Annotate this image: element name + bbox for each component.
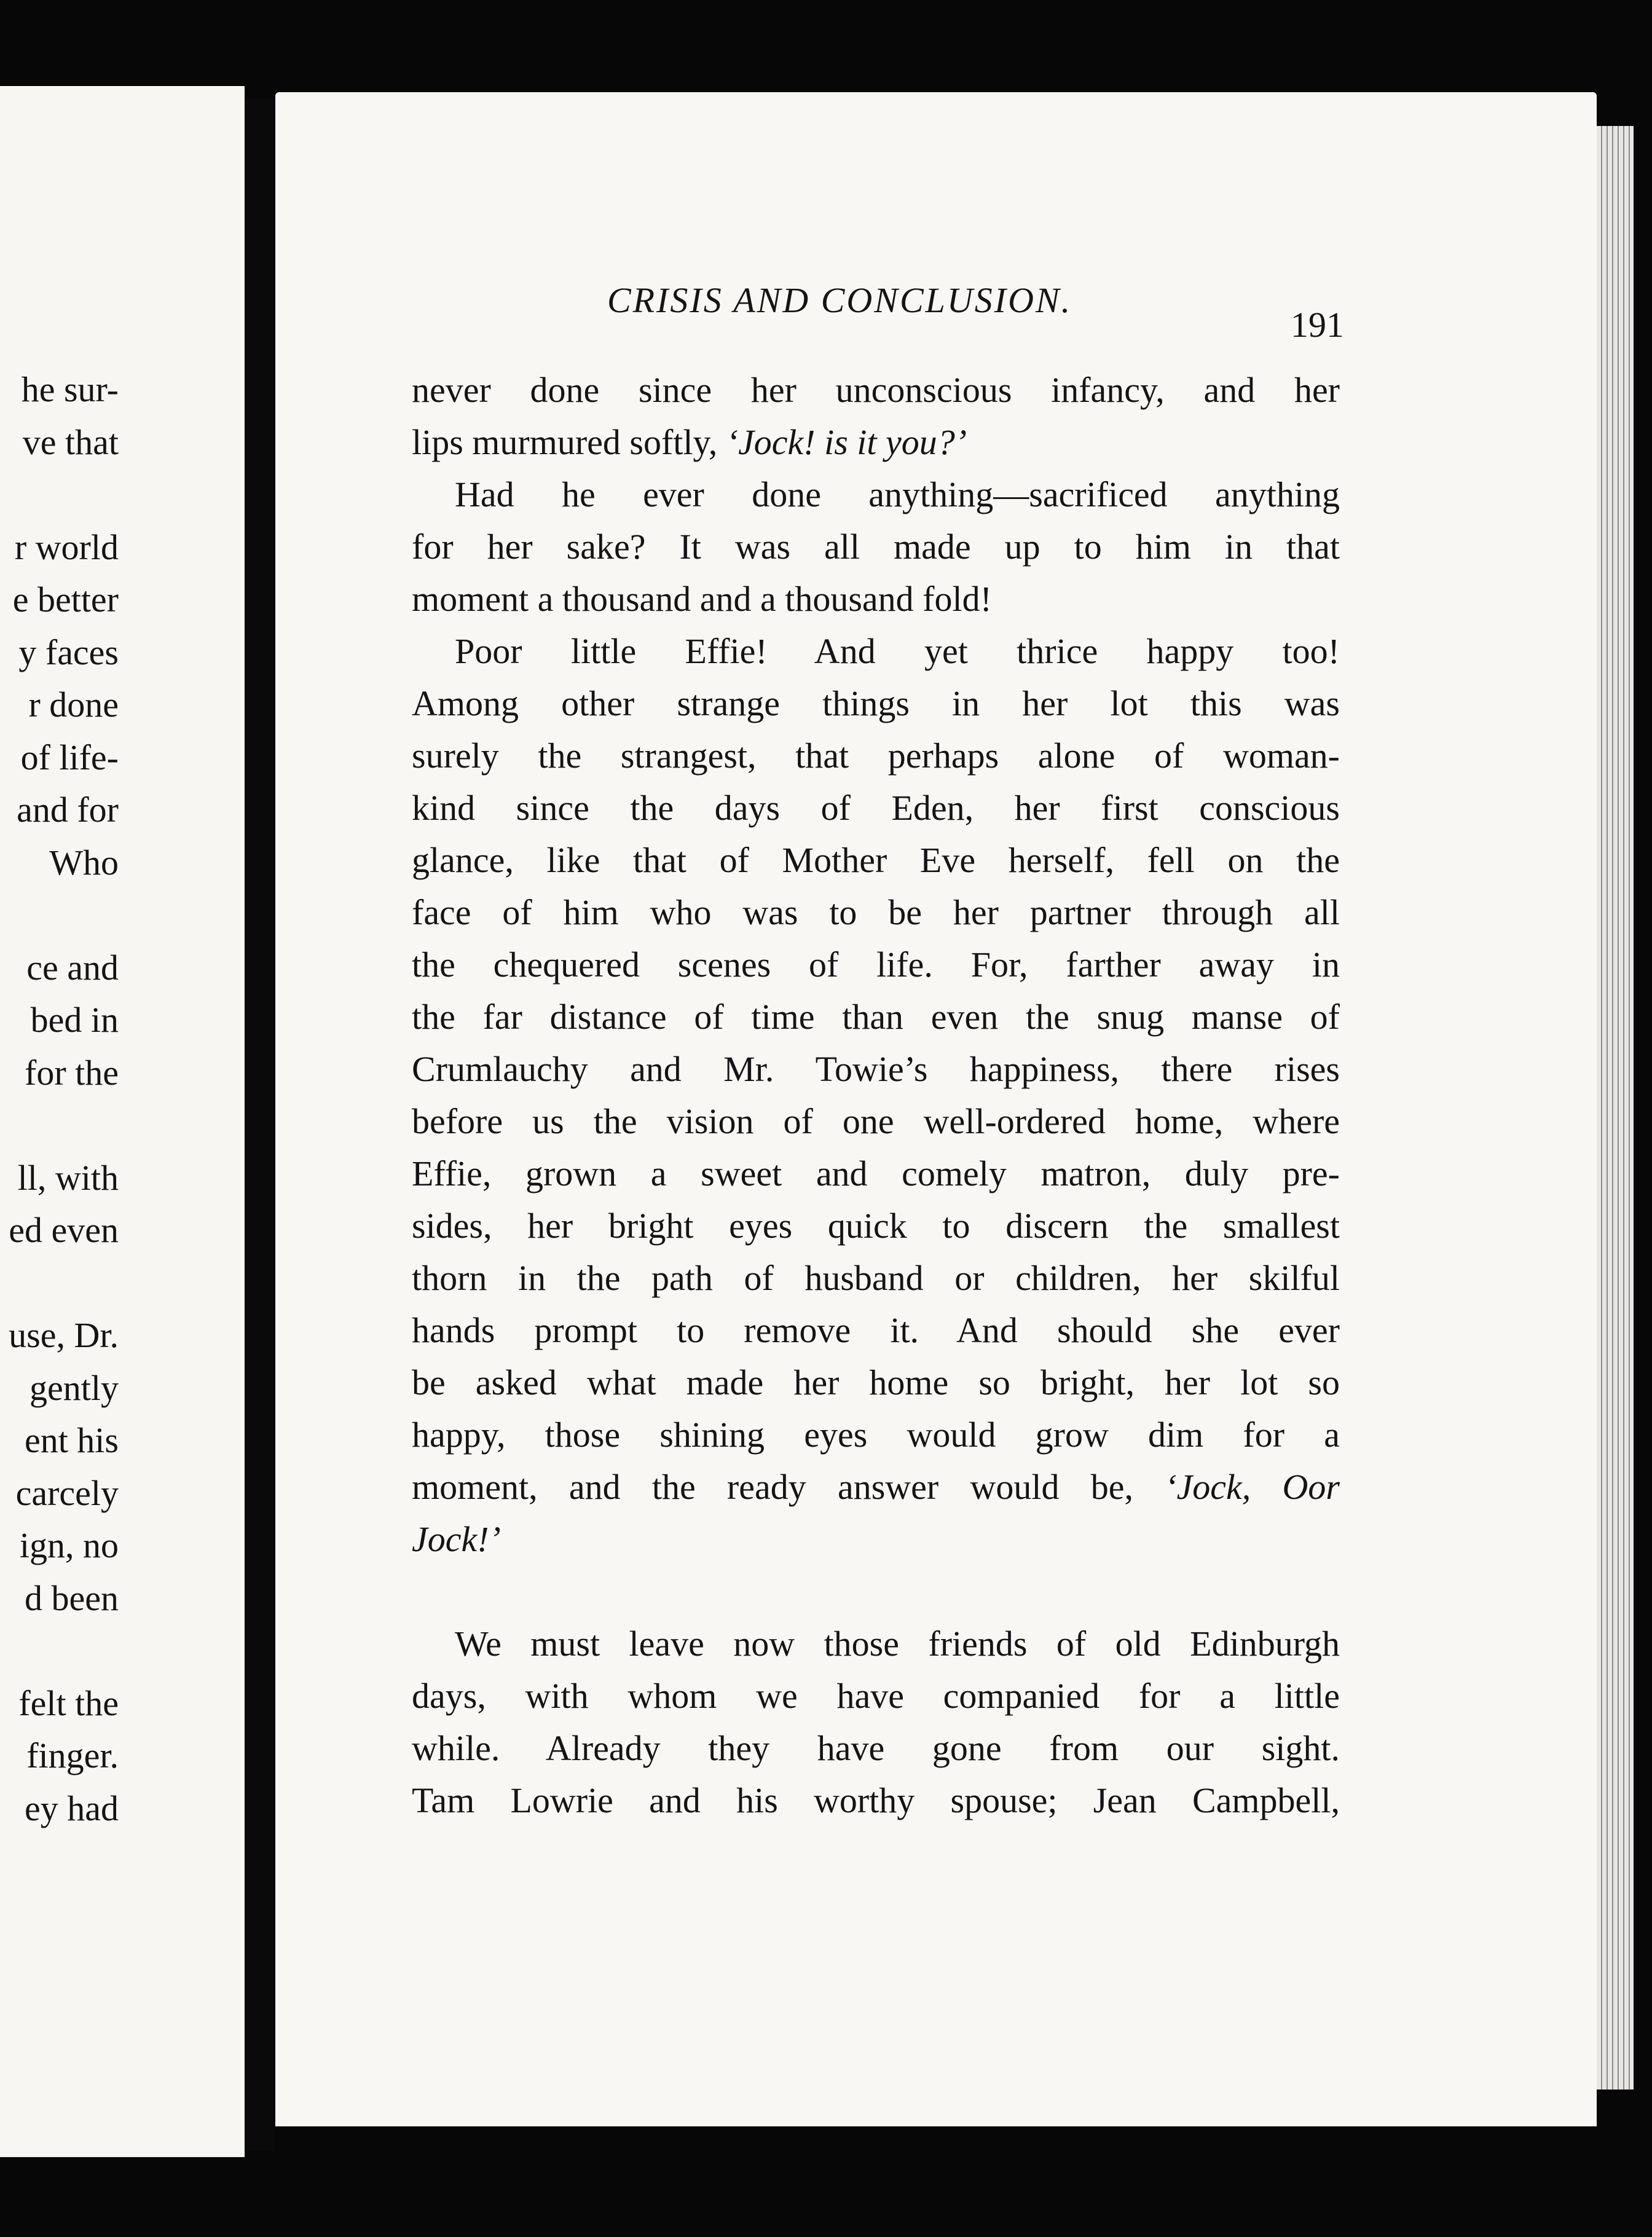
left-page-fragment: Who [49, 842, 119, 883]
left-page-fragment: carcely [15, 1472, 119, 1513]
text-line: Effie, grown a sweet and comely matron, duly pre- [412, 1154, 1340, 1193]
text-line: the far distance of time than even the snug manse of [412, 997, 1340, 1037]
page-number: 191 [1291, 305, 1344, 345]
left-page-fragment: e better [12, 580, 119, 619]
text-line: thorn in the path of husband or children, her skilful [412, 1258, 1340, 1298]
text-line: moment a thousand and a thousand fold! [412, 579, 992, 619]
text-line: be asked what made her home so bright, her lot so [412, 1362, 1340, 1402]
left-page [0, 86, 245, 2157]
text-line: before us the vision of one well-ordered home, where [412, 1101, 1340, 1141]
left-page-fragment: finger. [26, 1736, 119, 1775]
text-line: never done since her unconscious infancy, and her [412, 370, 1340, 410]
left-page-fragment: r done [28, 685, 119, 725]
left-page-fragment: ce and [26, 947, 119, 988]
text-line: Jock!’ [412, 1519, 501, 1559]
left-page-fragment: ed even [9, 1210, 119, 1250]
text-line: for her sake? It was all made up to him in that [412, 527, 1340, 567]
text-line: Had he ever done anything—sacrificed anything [455, 474, 1340, 514]
text-line: Tam Lowrie and his worthy spouse; Jean Campbell, [412, 1780, 1340, 1820]
left-page-fragment: d been [25, 1578, 119, 1618]
left-page-fragment: ey had [25, 1788, 119, 1828]
left-page-fragment: ent his [24, 1420, 119, 1460]
text-line: Among other strange things in her lot this was [412, 683, 1340, 723]
text-line: glance, like that of Mother Eve herself, fell on the [412, 840, 1340, 880]
text-line: lips murmured softly, ‘Jock! is it you?’ [412, 422, 967, 462]
text-line: face of him who was to be her partner through all [412, 892, 1340, 932]
left-page-fragment: use, Dr. [9, 1315, 119, 1355]
text-line: sides, her bright eyes quick to discern the smallest [412, 1206, 1340, 1246]
left-page-fragment: for the [25, 1052, 119, 1093]
left-page-fragment: of life- [20, 737, 119, 777]
text-line: days, with whom we have companied for a little [412, 1676, 1340, 1716]
left-page-fragment: gently [30, 1367, 119, 1408]
italic-quote: ‘Jock! is it you?’ [726, 422, 967, 462]
text-line: kind since the days of Eden, her first conscious [412, 788, 1340, 828]
left-page-fragment: and for [17, 790, 119, 830]
left-page-fragment: bed in [30, 1000, 119, 1040]
page-edges [1597, 126, 1634, 2090]
left-page-fragment: ign, no [19, 1525, 119, 1565]
italic-quote: ‘Jock, Oor [1165, 1467, 1340, 1507]
left-page-fragment: y faces [18, 632, 119, 672]
text-line: while. Already they have gone from our sight. [412, 1728, 1340, 1768]
running-header: CRISIS AND CONCLUSION. [607, 280, 1072, 320]
book-gutter [245, 98, 275, 2151]
left-page-fragment: ve that [22, 422, 119, 462]
text-line: moment, and the ready answer would be, ‘Jock, Oor [412, 1467, 1340, 1507]
left-page-fragment: he sur- [21, 369, 119, 409]
text-line: hands prompt to remove it. And should she ever [412, 1310, 1340, 1350]
left-page-fragment: r world [14, 527, 119, 567]
text-line: happy, those shining eyes would grow dim for a [412, 1415, 1340, 1455]
left-page-fragment: ll, with [17, 1157, 119, 1198]
text-line: We must leave now those friends of old Edinburgh [455, 1624, 1340, 1664]
left-page-fragment: felt the [18, 1683, 119, 1723]
text-line: Poor little Effie! And yet thrice happy too! [455, 631, 1340, 671]
text-line: the chequered scenes of life. For, farther away in [412, 945, 1340, 985]
text-line: Crumlauchy and Mr. Towie’s happiness, there rises [412, 1049, 1340, 1089]
text-line: surely the strangest, that perhaps alone of woman- [412, 736, 1340, 776]
